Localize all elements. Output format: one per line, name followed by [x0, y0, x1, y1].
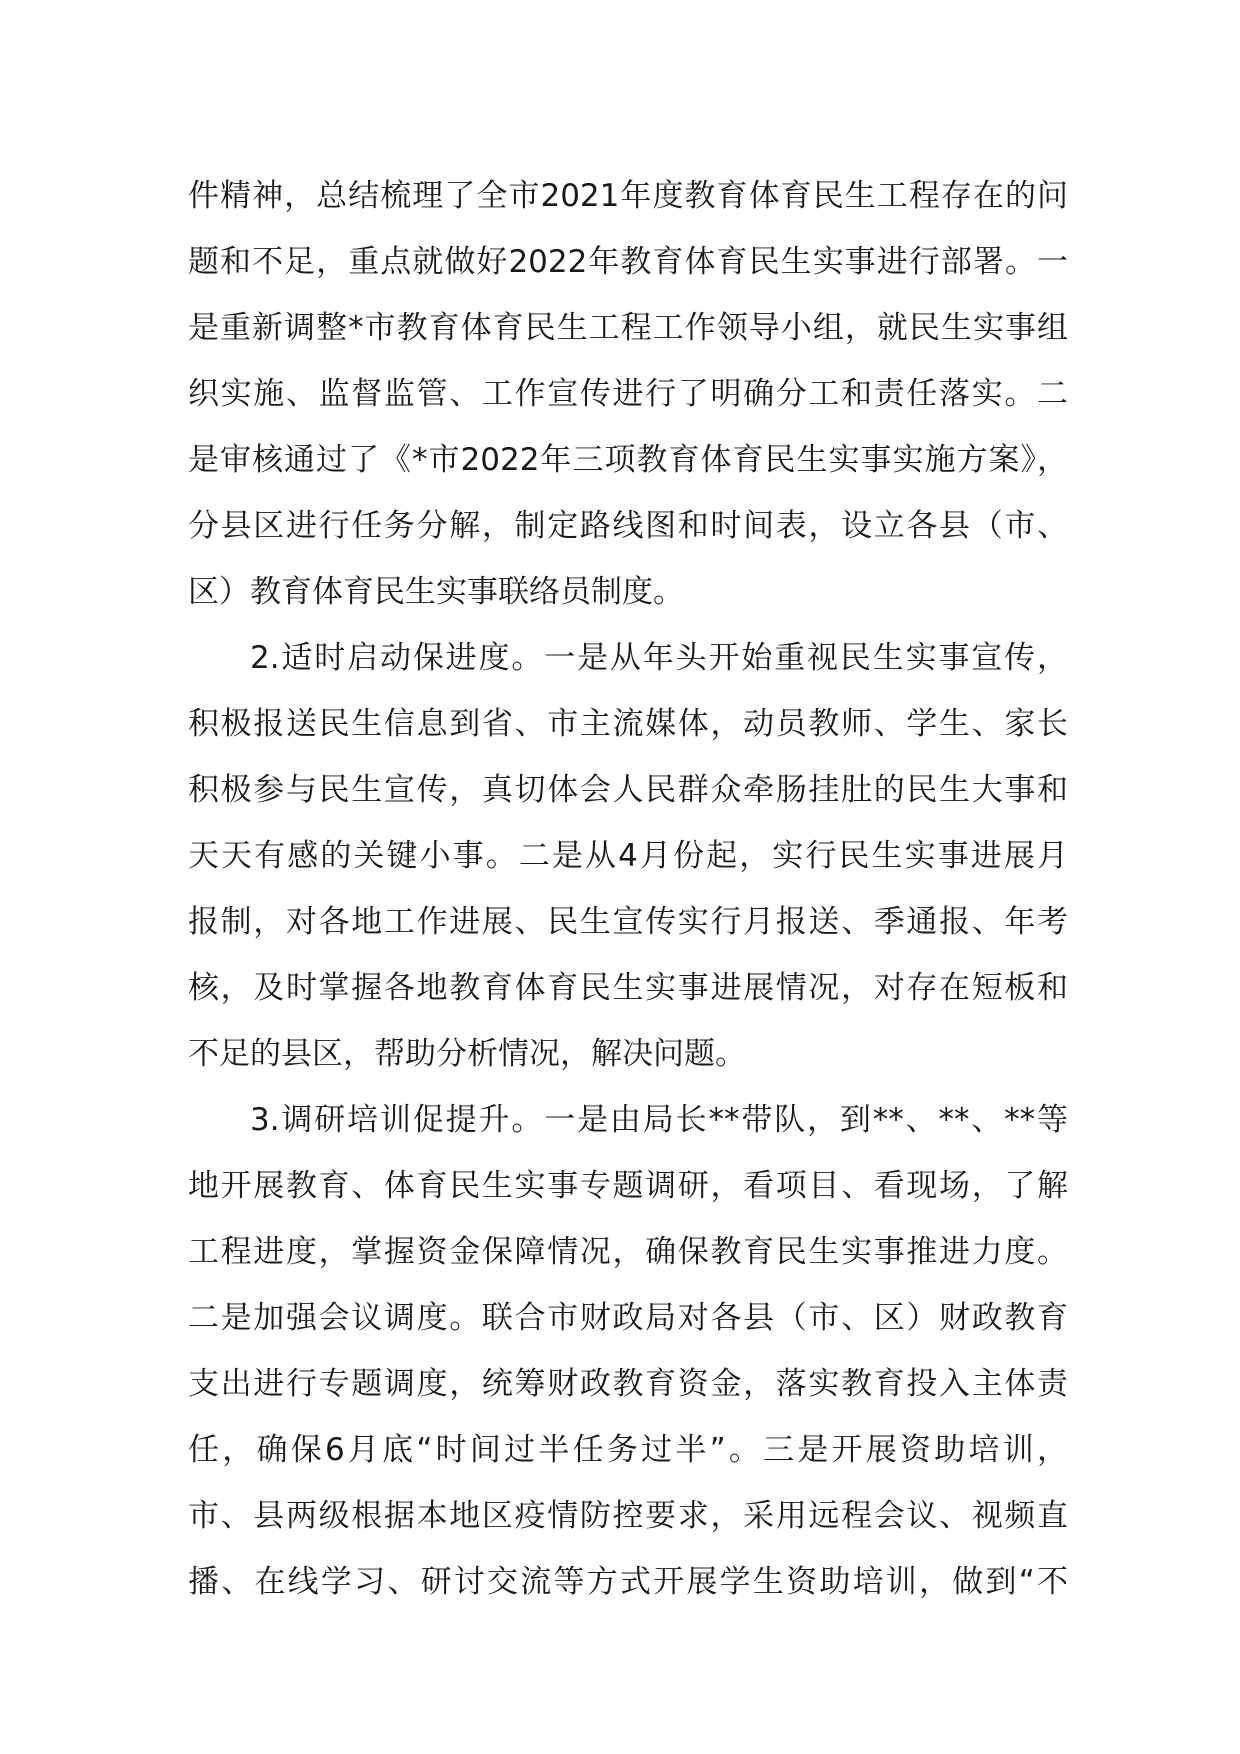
paragraph-1-line-6: 分县区进行任务分解，制定路线图和时间表，设立各县（市、	[188, 508, 1068, 544]
body-text	[188, 163, 1068, 1615]
paragraph-1-line-1: 件精神，总结梳理了全市2021年度教育体育民生工程存在的问	[188, 178, 1068, 214]
paragraph-2-line-7: 不足的县区，帮助分析情况，解决问题。	[188, 1036, 746, 1072]
paragraph-1-line-4: 织实施、监督监管、工作宣传进行了明确分工和责任落实。二	[188, 376, 1068, 412]
paragraph-2-line-3: 积极参与民生宣传，真切体会人民群众牵肠挂肚的民生大事和	[188, 772, 1068, 808]
paragraph-1-line-7: 区）教育体育民生实事联络员制度。	[188, 574, 684, 610]
paragraph-1-line-5: 是审核通过了《*市2022年三项教育体育民生实事实施方案》，	[188, 442, 1068, 478]
paragraph-2-line-1: 2.适时启动保进度。一是从年头开始重视民生实事宣传，	[250, 640, 1068, 676]
paragraph-1-line-2: 题和不足，重点就做好2022年教育体育民生实事进行部署。一	[188, 244, 1068, 280]
paragraph-2-line-4: 天天有感的关键小事。二是从4月份起，实行民生实事进展月	[188, 838, 1068, 874]
paragraph-3-line-1: 3.调研培训促提升。一是由局长**带队，到**、**、**等	[250, 1102, 1068, 1138]
paragraph-3-line-7: 市、县两级根据本地区疫情防控要求，采用远程会议、视频直	[188, 1498, 1068, 1534]
paragraph-3-line-6: 任，确保6月底“时间过半任务过半”。三是开展资助培训，	[188, 1432, 1068, 1468]
paragraph-2-line-5: 报制，对各地工作进展、民生宣传实行月报送、季通报、年考	[188, 904, 1068, 940]
paragraph-3-line-5: 支出进行专题调度，统筹财政教育资金，落实教育投入主体责	[188, 1366, 1068, 1402]
paragraph-2-line-6: 核，及时掌握各地教育体育民生实事进展情况，对存在短板和	[188, 970, 1068, 1006]
paragraph-3-line-2: 地开展教育、体育民生实事专题调研，看项目、看现场，了解	[188, 1168, 1068, 1204]
paragraph-3-line-3: 工程进度，掌握资金保障情况，确保教育民生实事推进力度。	[188, 1234, 1068, 1270]
paragraph-1-line-3: 是重新调整*市教育体育民生工程工作领导小组，就民生实事组	[188, 310, 1068, 346]
paragraph-2-line-2: 积极报送民生信息到省、市主流媒体，动员教师、学生、家长	[188, 706, 1068, 742]
paragraph-3-line-8: 播、在线学习、研讨交流等方式开展学生资助培训，做到“不	[188, 1564, 1068, 1600]
paragraph-3-line-4: 二是加强会议调度。联合市财政局对各县（市、区）财政教育	[188, 1300, 1068, 1336]
